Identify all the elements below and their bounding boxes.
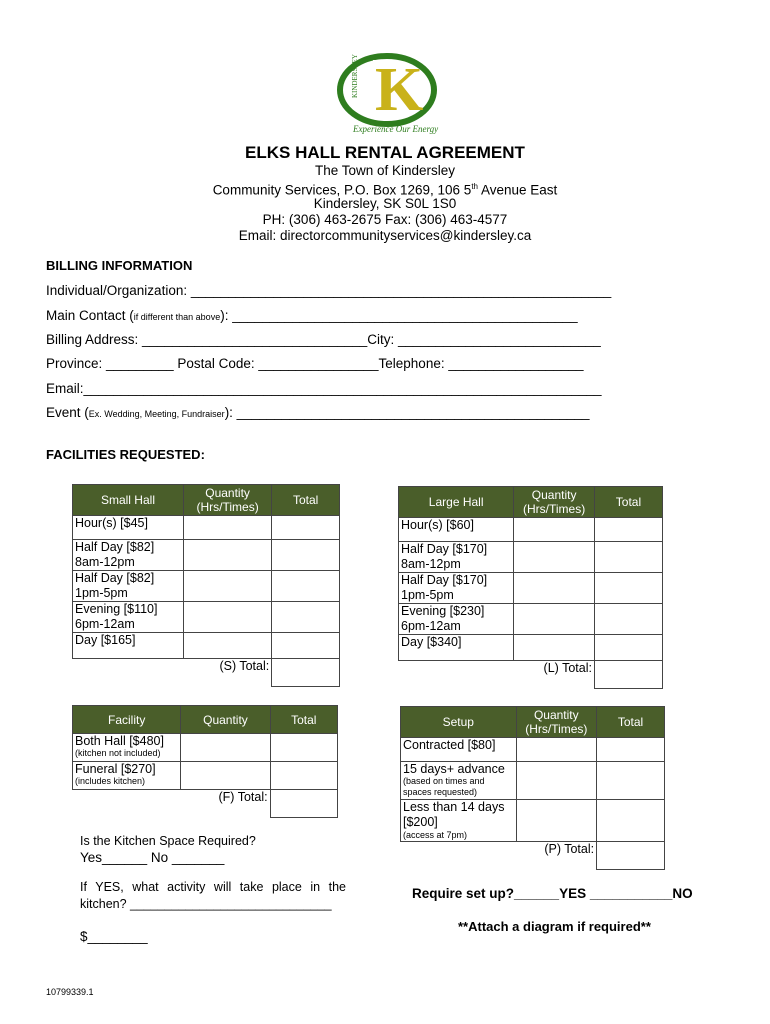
quantity-cell[interactable] bbox=[516, 738, 597, 762]
quantity-cell[interactable] bbox=[183, 540, 271, 571]
total-cell[interactable] bbox=[594, 604, 662, 635]
quantity-cell[interactable] bbox=[514, 518, 595, 542]
rate-label: Half Day [$170] 8am-12pm bbox=[399, 542, 514, 573]
logo-arc-text: KINDERSLEY bbox=[351, 54, 359, 98]
quantity-header: Quantity (Hrs/Times) bbox=[516, 707, 597, 738]
quantity-cell[interactable] bbox=[514, 604, 595, 635]
total-header: Total bbox=[272, 485, 340, 516]
attach-diagram-note: **Attach a diagram if required** bbox=[458, 919, 651, 934]
require-setup-field[interactable]: Require set up?______YES ___________NO bbox=[412, 886, 693, 901]
total-header: Total bbox=[594, 487, 662, 518]
total-cell[interactable] bbox=[594, 573, 662, 604]
small-hall-total-label: (S) Total: bbox=[219, 659, 270, 673]
rate-label: Contracted [$80] bbox=[401, 738, 517, 762]
page-title: ELKS HALL RENTAL AGREEMENT bbox=[245, 143, 525, 162]
rate-label: Hour(s) [$60] bbox=[399, 518, 514, 542]
kitchen-dollar-field[interactable]: $________ bbox=[80, 929, 148, 944]
billing-heading: BILLING INFORMATION bbox=[46, 258, 193, 273]
quantity-cell[interactable] bbox=[181, 734, 270, 762]
billing-address-field[interactable]: Billing Address: ______________________________City: ___________________________ bbox=[46, 332, 601, 347]
total-cell[interactable] bbox=[597, 762, 665, 800]
rate-label: Day [$340] bbox=[399, 635, 514, 661]
small-hall-total-cell[interactable] bbox=[272, 659, 340, 687]
event-field[interactable]: Event (Ex. Wedding, Meeting, Fundraiser): _______________________________________________ bbox=[46, 405, 590, 420]
document-id: 10799339.1 bbox=[46, 987, 94, 997]
large-hall-total-cell[interactable] bbox=[594, 661, 662, 689]
quantity-cell[interactable] bbox=[183, 516, 271, 540]
quantity-cell[interactable] bbox=[516, 800, 597, 842]
small-hall-header: Small Hall bbox=[73, 485, 184, 516]
large-hall-header: Large Hall bbox=[399, 487, 514, 518]
quantity-header: Quantity bbox=[181, 706, 270, 734]
total-cell[interactable] bbox=[272, 540, 340, 571]
org-name: The Town of Kindersley bbox=[314, 163, 456, 178]
kitchen-question: Is the Kitchen Space Required? bbox=[80, 834, 256, 848]
address-line: Community Services, P.O. Box 1269, 106 5th Avenue East bbox=[212, 182, 558, 198]
logo-letter: K bbox=[375, 56, 424, 124]
total-cell[interactable] bbox=[597, 738, 665, 762]
quantity-cell[interactable] bbox=[514, 573, 595, 604]
rate-label: Both Hall [$480] (kitchen not included) bbox=[73, 734, 181, 762]
quantity-cell[interactable] bbox=[183, 633, 271, 659]
email-line: Email: directorcommunityservices@kindersley.ca bbox=[238, 228, 532, 243]
large-hall-table bbox=[398, 486, 663, 689]
total-cell[interactable] bbox=[272, 516, 340, 540]
rate-label: Half Day [$82] 8am-12pm bbox=[73, 540, 184, 571]
quantity-cell[interactable] bbox=[516, 762, 597, 800]
large-hall-total-label: (L) Total: bbox=[543, 661, 592, 675]
rate-label: 15 days+ advance (based on times and spaces requested) bbox=[401, 762, 517, 800]
total-cell[interactable] bbox=[594, 635, 662, 661]
rate-label: Day [$165] bbox=[73, 633, 184, 659]
quantity-cell[interactable] bbox=[183, 602, 271, 633]
total-cell[interactable] bbox=[272, 602, 340, 633]
total-header: Total bbox=[270, 706, 337, 734]
main-contact-field[interactable]: Main Contact (if different than above): ______________________________________________ bbox=[46, 308, 578, 323]
total-cell[interactable] bbox=[594, 518, 662, 542]
rate-label: Funeral [$270] (includes kitchen) bbox=[73, 762, 181, 790]
total-cell[interactable] bbox=[594, 542, 662, 573]
rate-label: Less than 14 days [$200] (access at 7pm) bbox=[401, 800, 517, 842]
rate-label: Half Day [$82] 1pm-5pm bbox=[73, 571, 184, 602]
quantity-header: Quantity (Hrs/Times) bbox=[183, 485, 271, 516]
setup-header: Setup bbox=[401, 707, 517, 738]
individual-field[interactable]: Individual/Organization: ________________________________________________________ bbox=[46, 283, 612, 298]
rate-label: Hour(s) [$45] bbox=[73, 516, 184, 540]
facility-table bbox=[72, 705, 338, 818]
email-field[interactable]: Email:_____________________________________________________________________ bbox=[46, 381, 602, 396]
kitchen-activity-field[interactable]: If YES, what activity will take place in the kitchen? _____________________________ bbox=[80, 880, 346, 911]
quantity-cell[interactable] bbox=[514, 542, 595, 573]
rate-label: Half Day [$170] 1pm-5pm bbox=[399, 573, 514, 604]
total-cell[interactable] bbox=[597, 800, 665, 842]
total-header: Total bbox=[597, 707, 665, 738]
total-cell[interactable] bbox=[272, 633, 340, 659]
total-cell[interactable] bbox=[270, 734, 337, 762]
quantity-cell[interactable] bbox=[183, 571, 271, 602]
facility-total-label: (F) Total: bbox=[218, 790, 268, 804]
quantity-cell[interactable] bbox=[181, 762, 270, 790]
phone-line: PH: (306) 463-2675 Fax: (306) 463-4577 bbox=[262, 212, 508, 227]
kitchen-yes-no-field[interactable]: Yes______ No _______ bbox=[80, 850, 225, 865]
kindersley-logo bbox=[335, 50, 447, 136]
facility-header: Facility bbox=[73, 706, 181, 734]
rate-label: Evening [$110] 6pm-12am bbox=[73, 602, 184, 633]
city-line: Kindersley, SK S0L 1S0 bbox=[313, 196, 457, 211]
rate-label: Evening [$230] 6pm-12am bbox=[399, 604, 514, 635]
small-hall-table bbox=[72, 484, 340, 687]
setup-total-cell[interactable] bbox=[597, 842, 665, 870]
facility-total-cell[interactable] bbox=[270, 790, 337, 818]
setup-total-label: (P) Total: bbox=[544, 842, 595, 856]
quantity-cell[interactable] bbox=[514, 635, 595, 661]
facilities-heading: FACILITIES REQUESTED: bbox=[46, 447, 205, 462]
setup-table bbox=[400, 706, 665, 870]
quantity-header: Quantity (Hrs/Times) bbox=[514, 487, 595, 518]
total-cell[interactable] bbox=[272, 571, 340, 602]
total-cell[interactable] bbox=[270, 762, 337, 790]
logo-tagline: Experience Our Energy bbox=[353, 124, 439, 134]
province-field[interactable]: Province: _________ Postal Code: ________________Telephone: __________________ bbox=[46, 356, 584, 371]
